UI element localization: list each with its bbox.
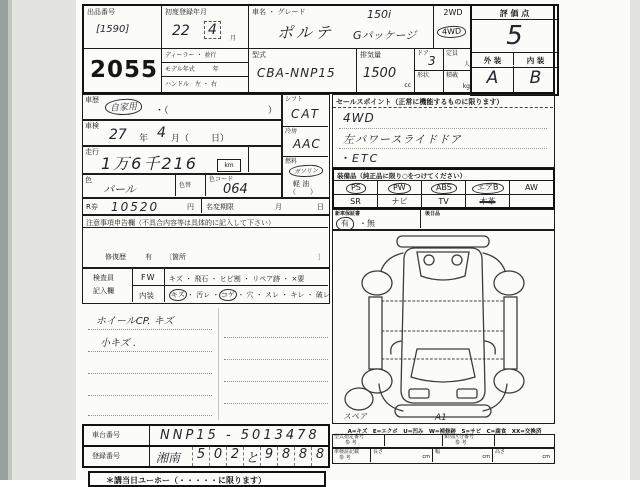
lot-bracket-value: [1590] bbox=[96, 24, 130, 35]
equipment-leather-struck: 本革 bbox=[479, 197, 496, 206]
right-mirror bbox=[485, 341, 495, 354]
shift-ac-fuel-column bbox=[282, 94, 330, 198]
equipment-pw-circled: PW bbox=[388, 182, 411, 194]
color-change-label: 色替 bbox=[179, 182, 192, 189]
mileage-unit-box bbox=[217, 159, 241, 172]
damage-mark-a1: A1 bbox=[435, 413, 447, 423]
color-value: パール bbox=[103, 183, 136, 196]
lot-number-cell bbox=[84, 6, 162, 49]
fuel-gasoline-circled: ガソリン bbox=[289, 164, 324, 178]
equipment-tv-cell bbox=[422, 195, 466, 208]
equipment-aw: AW bbox=[525, 183, 538, 192]
equipment-airbag-circled: エアB bbox=[471, 182, 503, 195]
color-divider1 bbox=[175, 175, 176, 196]
windshield bbox=[411, 349, 475, 382]
equipment-abs-circled: ABS bbox=[430, 182, 456, 194]
lot-number-label: 出品番号 bbox=[87, 8, 115, 16]
registration-label-cell bbox=[84, 447, 150, 466]
car-name-cell bbox=[249, 6, 434, 49]
warranty-cell bbox=[333, 210, 421, 228]
model-year-row: モデル年式 年 bbox=[162, 63, 249, 77]
memo-rule bbox=[224, 359, 328, 360]
capacity-unit: 人 bbox=[463, 61, 470, 68]
spec-table-row2 bbox=[332, 448, 555, 464]
spare-label: スペア bbox=[343, 412, 367, 421]
exterior-grade: A bbox=[472, 66, 514, 92]
inspector-label-line1: 検査員 bbox=[93, 274, 114, 282]
registration-digit: 0 bbox=[209, 447, 226, 466]
rticket-divider bbox=[201, 199, 202, 213]
load-label: 積載 bbox=[446, 72, 459, 79]
drive-type-cell bbox=[434, 6, 472, 49]
warranty-sep: ・ bbox=[359, 219, 367, 228]
rear-headrest-right bbox=[452, 255, 462, 265]
spare-tire bbox=[345, 388, 373, 410]
length-label: 長さ bbox=[373, 449, 384, 455]
class-number-ref: 参 考 bbox=[455, 440, 467, 446]
fuel-label: 燃料 bbox=[285, 158, 298, 165]
sales-points-header: セールスポイント（正常に機能するものに限ります） bbox=[333, 95, 553, 108]
memo-rule bbox=[224, 337, 328, 338]
memo-rule bbox=[224, 381, 328, 382]
capacity-cell bbox=[444, 49, 472, 71]
memo-rule bbox=[88, 329, 212, 330]
displacement-cell bbox=[357, 49, 415, 92]
headlight-left bbox=[409, 389, 429, 398]
doc-ref-cell bbox=[333, 449, 371, 462]
handle-row: ハンドル 左 ・ 右 bbox=[165, 81, 217, 88]
type-number-cell bbox=[333, 435, 385, 446]
wheel-rear-right bbox=[494, 271, 524, 295]
rear-headrest-left bbox=[424, 255, 434, 265]
class-number-cell bbox=[443, 435, 495, 446]
car-name-value: ポルテ bbox=[277, 23, 335, 42]
registration-label: 登録番号 bbox=[92, 452, 120, 460]
namechange-day: 日 bbox=[317, 203, 324, 211]
equipment-ps-circled: PS bbox=[345, 182, 365, 194]
chassis-value: NNP15 - 5013478 bbox=[160, 428, 320, 443]
registration-digit: 8 bbox=[294, 447, 311, 466]
car-top-view-diagram bbox=[333, 231, 553, 422]
scan-edge-dark bbox=[0, 0, 8, 480]
inspection-day-unit: 日） bbox=[211, 134, 230, 144]
equipment-pw-cell bbox=[378, 181, 422, 194]
car-name-label: 車名 ・ グレード bbox=[252, 8, 306, 16]
interior-label: 内 装 bbox=[526, 56, 545, 65]
doc-label: 車検証記載 bbox=[334, 449, 360, 455]
length-cell bbox=[371, 449, 433, 462]
footer-partial-text: ＊講当日ユーホー（・・・・・に限ります） bbox=[106, 476, 266, 485]
color-code-label: 色コード bbox=[209, 176, 234, 183]
displacement-unit: cc bbox=[404, 82, 411, 89]
footer-partial-box bbox=[88, 471, 326, 487]
car-diagram-box bbox=[332, 230, 555, 424]
model-code-value: CBA-NNP15 bbox=[257, 66, 336, 80]
equipment-empty-cell bbox=[510, 195, 553, 208]
lot-big-number: 2055 bbox=[90, 57, 159, 83]
first-registration-month-unit: 月 bbox=[230, 35, 237, 42]
wheel-rear-left bbox=[362, 271, 392, 295]
sales-point-2: 左パワースライドドア bbox=[343, 133, 462, 146]
width-cell bbox=[433, 449, 493, 462]
memo-rule bbox=[88, 415, 212, 416]
inspector-label-line2: 記入欄 bbox=[93, 287, 114, 295]
color-divider2 bbox=[205, 175, 206, 196]
history-close: ） bbox=[267, 106, 277, 116]
memo-rule bbox=[88, 373, 212, 374]
repair-location-open: 〔箇所 bbox=[165, 253, 186, 261]
type-number-ref: 参 考 bbox=[345, 440, 357, 446]
left-side-rail bbox=[369, 297, 382, 369]
equipment-header: 装備品（純正品に限り○をつけてください） bbox=[334, 170, 553, 181]
chassis-row bbox=[82, 424, 330, 447]
registration-digit: 2 bbox=[226, 447, 243, 466]
inspector-label-cell bbox=[83, 269, 133, 302]
class-number-label: 類別区分番号 bbox=[444, 434, 475, 440]
ac-cell bbox=[283, 127, 328, 157]
namechange-month: 月 bbox=[275, 203, 282, 211]
ac-value: AAC bbox=[293, 137, 321, 151]
namechange-label: 名変期限 bbox=[206, 203, 234, 211]
length-unit: cm bbox=[422, 454, 430, 461]
equipment-navi: ナビ bbox=[391, 197, 408, 206]
score-header: 評 価 点 bbox=[472, 6, 557, 20]
first-registration-month: 4 bbox=[204, 21, 221, 39]
scan-edge-mid bbox=[8, 0, 12, 480]
memo-line2: 小キズ . bbox=[100, 338, 137, 349]
fuel-cell bbox=[283, 157, 328, 196]
doc-ref: 参 考 bbox=[339, 455, 351, 461]
interior-items-label: 内装 bbox=[139, 291, 154, 300]
interior-grade: B bbox=[529, 68, 542, 88]
equipment-abs-cell bbox=[422, 181, 466, 194]
displacement-value: 1500 bbox=[363, 66, 397, 81]
displacement-label: 排気量 bbox=[360, 51, 381, 59]
equipment-aw-cell bbox=[510, 181, 553, 194]
repair-location-close: 〕 bbox=[318, 253, 325, 261]
sales-point-3: ・ETC bbox=[339, 152, 380, 165]
width-unit: cm bbox=[482, 454, 490, 461]
equipment-airbag-cell bbox=[466, 181, 510, 194]
color-code-value: 064 bbox=[223, 182, 248, 197]
score-box bbox=[470, 4, 559, 96]
drive-2wd: 2WD bbox=[443, 8, 463, 17]
history-label: 車歴 bbox=[85, 96, 99, 104]
fw-label-cell bbox=[133, 269, 165, 286]
interior-items-cell bbox=[165, 286, 328, 302]
rticket-label: R券 bbox=[86, 203, 98, 211]
registration-row bbox=[82, 445, 330, 468]
warranty-row bbox=[332, 209, 555, 230]
fw-items-cell bbox=[165, 269, 328, 286]
registration-digit: と bbox=[243, 447, 260, 466]
equipment-navi-cell bbox=[378, 195, 422, 208]
warranty-label: 新車保証書 bbox=[335, 211, 361, 217]
grade-line2: Gパッケージ bbox=[353, 29, 417, 42]
door-label: ドア bbox=[417, 50, 429, 57]
rear-window bbox=[417, 252, 469, 280]
memo-rule bbox=[224, 403, 328, 404]
history-row bbox=[82, 94, 282, 120]
rticket-unit: 円 bbox=[187, 203, 194, 211]
repair-history-value: 有 bbox=[145, 253, 152, 261]
sales-point-1: 4WD bbox=[343, 111, 375, 125]
mileage-label: 走行 bbox=[85, 148, 99, 156]
right-side-rail bbox=[504, 297, 517, 369]
chassis-label-cell bbox=[84, 426, 150, 445]
shift-label: シフト bbox=[285, 96, 304, 103]
grade-value-row bbox=[472, 66, 557, 92]
type-number-value-cell bbox=[385, 435, 443, 446]
memo-column-divider bbox=[218, 308, 219, 420]
sales-point-line bbox=[339, 128, 547, 149]
mileage-row bbox=[82, 146, 282, 174]
registration-digit: 5 bbox=[192, 447, 209, 466]
exterior-label: 外 装 bbox=[472, 53, 514, 65]
car-body-outline bbox=[401, 248, 485, 403]
grade-line1: 150i bbox=[367, 8, 392, 21]
memo-rule bbox=[88, 395, 212, 396]
door-value: 3 bbox=[428, 54, 436, 68]
repair-history-label: 修復歴 bbox=[105, 253, 126, 261]
dealer-row: ディーラー ・ 並行 bbox=[162, 49, 249, 63]
mileage-divider bbox=[248, 147, 249, 172]
registration-digit: 9 bbox=[260, 447, 277, 466]
registration-digit: 8 bbox=[277, 447, 294, 466]
width-label: 幅 bbox=[435, 449, 441, 455]
height-cell bbox=[493, 449, 552, 462]
rear-bumper bbox=[397, 236, 489, 247]
registration-digit: 8 bbox=[311, 447, 328, 466]
inspection-month-unit: 月（ bbox=[171, 134, 190, 144]
load-cell bbox=[444, 71, 472, 92]
history-mid: ・（ bbox=[155, 106, 169, 116]
door-cell bbox=[415, 49, 444, 71]
equipment-row1 bbox=[334, 181, 553, 194]
color-label: 色 bbox=[85, 176, 92, 184]
header-grid bbox=[82, 4, 555, 94]
registration-area: 湘南 bbox=[156, 451, 181, 465]
shift-cell bbox=[283, 95, 328, 127]
auction-sheet bbox=[76, 0, 630, 485]
equipment-sr-cell bbox=[334, 195, 378, 208]
model-code-label: 型式 bbox=[252, 51, 266, 59]
memo-rule bbox=[88, 351, 212, 352]
interior-items-seg3: ・ 穴 ・ スレ ・ キレ ・ 破レ bbox=[237, 291, 330, 299]
inspection-year-unit: 年 bbox=[139, 134, 149, 144]
equipment-leather-cell bbox=[466, 195, 510, 208]
rticket-value: 10520 bbox=[111, 200, 160, 214]
sales-point-line bbox=[339, 108, 547, 129]
recycle-ticket-row bbox=[82, 198, 330, 215]
interior-items-seg1: ・ 汚レ ・ bbox=[186, 291, 220, 299]
first-registration-label: 初度登録年月 bbox=[165, 8, 207, 16]
history-value-circled: 自家用 bbox=[105, 98, 143, 116]
left-mirror bbox=[391, 341, 401, 354]
headlight-right bbox=[457, 389, 477, 398]
memo-line1: ホイールCP. キズ bbox=[96, 316, 174, 327]
lot-big-number-cell bbox=[84, 49, 162, 92]
type-number-label: 型式指定番号 bbox=[334, 434, 365, 440]
ac-label: 冷房 bbox=[285, 128, 298, 135]
wheel-front-right bbox=[494, 369, 524, 393]
fuel-diesel: 軽 油 bbox=[293, 180, 310, 188]
equipment-box bbox=[332, 168, 555, 209]
fw-items: キズ ・ 飛石 ・ ヒビ割 ・ リペア跡 ・ ×要 bbox=[169, 275, 305, 283]
later-items-label: 後日品 bbox=[425, 211, 441, 217]
inspector-box bbox=[82, 268, 330, 304]
model-code-cell bbox=[249, 49, 357, 92]
warranty-yes-circled: 有 bbox=[336, 217, 355, 232]
warranty-no: 無 bbox=[367, 219, 375, 228]
equipment-ps-cell bbox=[334, 181, 378, 194]
height-label: 高さ bbox=[495, 449, 506, 455]
notice-header: 注意事項申告欄（不具合内容等は具体的に記入して下さい） bbox=[83, 216, 328, 228]
fuel-paren: （ ） bbox=[289, 188, 317, 196]
shift-value: CAT bbox=[291, 107, 321, 121]
equipment-row2 bbox=[334, 194, 553, 208]
capacity-label: 定員 bbox=[446, 50, 459, 57]
mileage-value: 1万6千216 bbox=[101, 154, 198, 173]
equipment-tv: TV bbox=[438, 197, 449, 206]
interior-item-koge-circled: コゲ bbox=[219, 288, 238, 301]
score-value: 5 bbox=[506, 21, 523, 51]
interior-item-kizu-circled: キズ bbox=[169, 288, 188, 301]
inspection-row bbox=[82, 120, 282, 146]
shape-cell bbox=[415, 71, 444, 92]
height-unit: cm bbox=[542, 454, 550, 461]
interior-label-cell bbox=[133, 286, 165, 302]
color-row bbox=[82, 174, 282, 198]
load-unit: kg bbox=[462, 83, 470, 90]
drive-4wd-circled: 4WD bbox=[437, 25, 467, 39]
first-registration-year: 22 bbox=[172, 23, 190, 39]
inspection-label: 車検 bbox=[85, 122, 99, 130]
dealer-handle-cell bbox=[162, 49, 249, 92]
shape-label: 形状 bbox=[417, 72, 430, 79]
chassis-label: 車台番号 bbox=[92, 431, 120, 439]
first-registration-cell bbox=[162, 6, 249, 49]
sales-point-line bbox=[339, 148, 547, 165]
inspection-year: 27 bbox=[109, 127, 127, 143]
class-number-value-cell bbox=[495, 435, 552, 446]
inspection-month: 4 bbox=[157, 125, 166, 141]
sales-points-box bbox=[332, 94, 555, 168]
equipment-sr: SR bbox=[350, 197, 361, 206]
spec-table-row1 bbox=[332, 434, 555, 448]
damage-legend: A=キズ E=エクボ U=凹み W=補修跡 S=サビ C=腐食 XX=交換済 bbox=[347, 429, 542, 435]
notice-box bbox=[82, 215, 330, 268]
registration-digits bbox=[192, 447, 328, 466]
mileage-unit: km bbox=[224, 162, 234, 169]
fw-label: FW bbox=[141, 273, 156, 282]
